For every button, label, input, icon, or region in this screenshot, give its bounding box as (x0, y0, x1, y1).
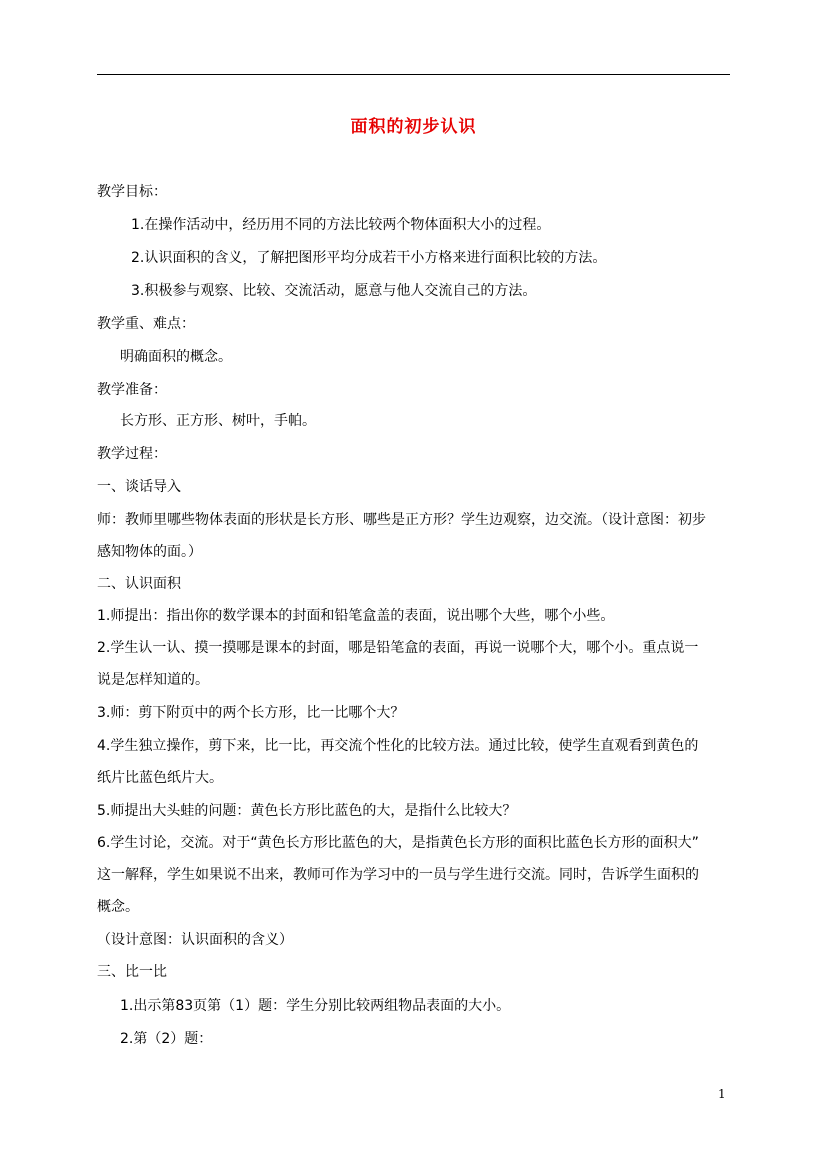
part-1-heading: 一、谈话导入 (97, 479, 181, 495)
paragraph-line: （设计意图：认识面积的含义） (97, 932, 293, 948)
paragraph-line: 5.师提出大头蛙的问题：黄色长方形比蓝色的大，是指什么比较大？ (97, 803, 517, 819)
paragraph-line: 3.师：剪下附页中的两个长方形，比一比哪个大？ (97, 705, 405, 721)
section-heading-preparation: 教学准备： (97, 382, 167, 398)
paragraph-line: 纸片比蓝色纸片大。 (97, 770, 223, 786)
goal-2: 2.认识面积的含义，了解把图形平均分成若干小方格来进行面积比较的方法。 (131, 250, 607, 266)
paragraph-line: 感知物体的面。） (97, 544, 202, 560)
paragraph-line: 概念。 (97, 899, 139, 915)
paragraph-line: 1.出示第83页第（1）题：学生分别比较两组物品表面的大小。 (120, 998, 511, 1014)
section-heading-goals: 教学目标： (97, 184, 167, 200)
paragraph-line: 这一解释，学生如果说不出来，教师可作为学习中的一员与学生进行交流。同时，告诉学生面积的 (97, 867, 699, 883)
section-heading-process: 教学过程： (97, 446, 167, 462)
page-number: 1 (718, 1087, 726, 1101)
part-2-heading: 二、认识面积 (97, 576, 181, 592)
goal-3: 3.积极参与观察、比较、交流活动，愿意与他人交流自己的方法。 (131, 283, 537, 299)
paragraph-line: 4.学生独立操作，剪下来，比一比，再交流个性化的比较方法。通过比较，使学生直观看到黄色的 (97, 738, 699, 754)
paragraph-line: 说是怎样知道的。 (97, 672, 209, 688)
preparation-text: 长方形、正方形、树叶，手帕。 (120, 413, 316, 429)
goal-1: 1.在操作活动中，经历用不同的方法比较两个物体面积大小的过程。 (131, 217, 551, 233)
paragraph-line: 1.师提出：指出你的数学课本的封面和铅笔盒盖的表面，说出哪个大些，哪个小些。 (97, 608, 615, 624)
paragraph-line: 2.第（2）题： (120, 1031, 213, 1047)
document-title: 面积的初步认识 (350, 117, 477, 137)
key-point-text: 明确面积的概念。 (120, 349, 232, 365)
part-3-heading: 三、比一比 (97, 964, 167, 980)
paragraph-line: 6.学生讨论，交流。对于“黄色长方形比蓝色的大，是指黄色长方形的面积比蓝色长方形的面积大” (97, 835, 699, 851)
section-heading-key-points: 教学重、难点： (97, 316, 195, 332)
header-rule (97, 74, 730, 75)
paragraph-line: 师：教师里哪些物体表面的形状是长方形、哪些是正方形？学生边观察，边交流。（设计意图：初步 (97, 512, 706, 528)
paragraph-line: 2.学生认一认、摸一摸哪是课本的封面，哪是铅笔盒的表面，再说一说哪个大，哪个小。重点说一 (97, 640, 699, 656)
